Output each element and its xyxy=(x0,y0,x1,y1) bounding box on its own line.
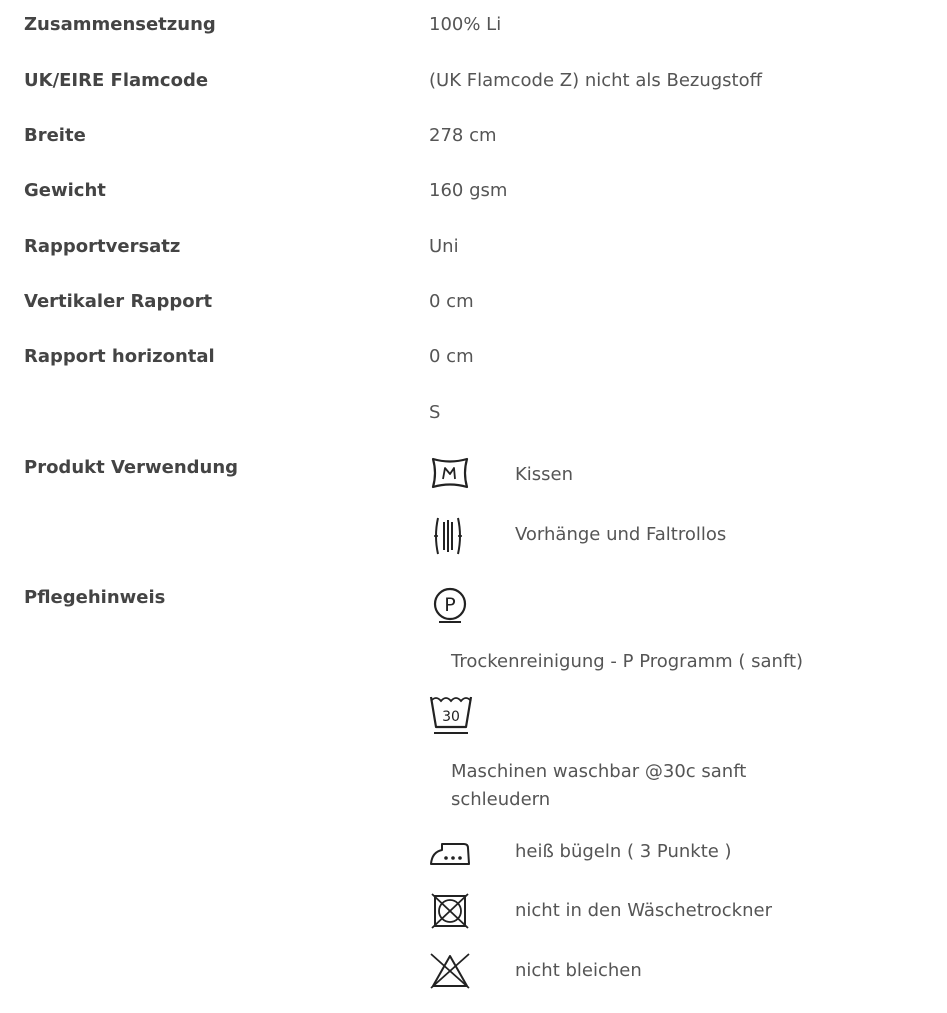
wash-30-icon xyxy=(429,693,473,735)
spec-label-repeat-offset: Rapportversatz xyxy=(24,236,181,257)
no-tumble-dry-icon xyxy=(431,893,469,929)
care-dry-clean-text: Trockenreinigung - P Programm ( sanft) xyxy=(451,651,804,672)
care-tumble-dry-text: nicht in den Wäschetrockner xyxy=(515,900,772,921)
care-wash-text: Maschinen waschbar @30c sanft schleudern xyxy=(451,761,747,810)
spec-value-composition: 100% Li xyxy=(429,14,502,35)
care-label: Pflegehinweis xyxy=(24,587,166,608)
spec-label-weight: Gewicht xyxy=(24,180,106,201)
spec-label-horizontal-repeat: Rapport horizontal xyxy=(24,346,215,367)
spec-value-repeat-offset: Uni xyxy=(429,236,459,257)
spec-value-horizontal-repeat: 0 cm xyxy=(429,346,474,367)
spec-label-composition: Zusammensetzung xyxy=(24,14,216,35)
spec-value-extra: S xyxy=(429,402,441,423)
spec-label-vertical-repeat: Vertikaler Rapport xyxy=(24,291,213,312)
spec-value-vertical-repeat: 0 cm xyxy=(429,291,474,312)
care-bleach-text: nicht bleichen xyxy=(515,960,642,981)
usage-label: Produkt Verwendung xyxy=(24,457,239,478)
care-iron-text: heiß bügeln ( 3 Punkte ) xyxy=(515,841,732,862)
iron-three-dots-icon xyxy=(429,838,471,868)
spec-value-weight: 160 gsm xyxy=(429,180,508,201)
usage-item-cushion: Kissen xyxy=(515,464,574,485)
dry-clean-p-icon xyxy=(431,586,469,624)
svg-text:30: 30 xyxy=(442,709,460,725)
spec-value-width: 278 cm xyxy=(429,125,497,146)
spec-label-flamcode: UK/EIRE Flamcode xyxy=(24,70,209,91)
spec-value-flamcode: (UK Flamcode Z) nicht als Bezugstoff xyxy=(429,70,763,91)
usage-item-curtains: Vorhänge und Faltrollos xyxy=(515,524,727,545)
curtain-icon xyxy=(433,516,463,556)
cushion-icon xyxy=(431,457,469,489)
svg-text:P: P xyxy=(444,594,456,616)
spec-label-width: Breite xyxy=(24,125,86,146)
no-bleach-icon xyxy=(429,952,471,990)
